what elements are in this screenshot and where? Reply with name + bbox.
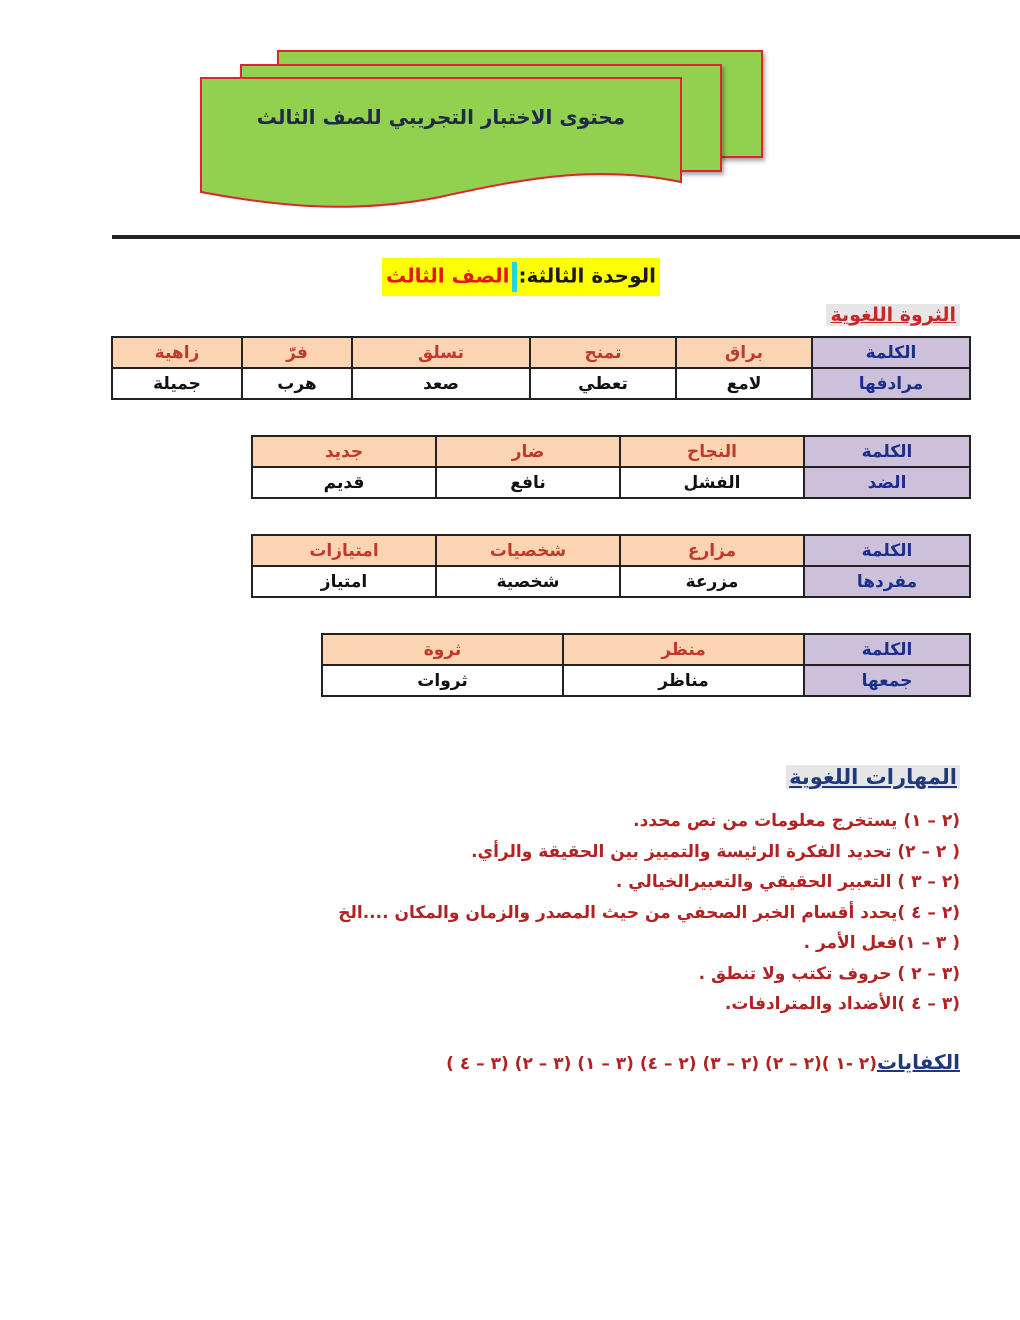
skills-title: المهارات اللغوية [786, 765, 960, 789]
table-row [252, 467, 970, 498]
word-cell: جديد [252, 436, 436, 467]
plural-table [321, 633, 971, 697]
label-cell: جمعها [804, 665, 970, 696]
skill-item: (٢ – ٤ )يحدد أقسام الخبر الصحفي من حيث المصدر والزمان والمكان ....الخ [338, 902, 960, 923]
label-cell: الكلمة [804, 535, 970, 566]
singular-table [251, 534, 971, 598]
synonyms-table [111, 336, 971, 400]
skill-item: ( ٢ – ٢) تحديد الفكرة الرئيسة والتمييز بين الحقيقة والرأي. [471, 841, 960, 862]
antonyms-table [251, 435, 971, 499]
competencies-title: الكفايات [876, 1050, 960, 1074]
word-cell: تمنح [530, 337, 676, 368]
skill-item: ( ٣ – ١)فعل الأمر . [803, 933, 960, 953]
skill-item: (٢ – ٣ ) التعبير الحقيقي والتعبيرالخيالي . [615, 872, 960, 892]
unit-grade: الصف الثالث [385, 263, 510, 288]
word-cell: براق [676, 337, 812, 368]
answer-cell: شخصية [436, 566, 620, 597]
banner-wave-shape [200, 77, 686, 209]
table-row [322, 665, 970, 696]
word-cell: شخصيات [436, 535, 620, 566]
answer-cell: صعد [352, 368, 530, 399]
answer-cell: مناظر [563, 665, 804, 696]
table-row [112, 337, 970, 368]
competencies-value: (٢ -١ )(٢ – ٢) (٢ – ٣) (٢ – ٤) (٣ – ١) (٣ – ٢) (٣ – ٤ ) [446, 1054, 877, 1074]
word-cell: تسلق [352, 337, 530, 368]
label-cell: الكلمة [804, 436, 970, 467]
answer-cell: الفشل [620, 467, 804, 498]
answer-cell: لامع [676, 368, 812, 399]
table-row [252, 535, 970, 566]
word-cell: النجاح [620, 436, 804, 467]
answer-cell: مزرعة [620, 566, 804, 597]
answer-cell: امتياز [252, 566, 436, 597]
horizontal-divider [112, 235, 1020, 239]
table-row [252, 436, 970, 467]
word-cell: مزارع [620, 535, 804, 566]
table-row [112, 368, 970, 399]
banner-title: محتوى الاختبار التجريبي للصف الثالث [256, 105, 626, 129]
word-cell: امتيازات [252, 535, 436, 566]
answer-cell: هرب [242, 368, 352, 399]
skills-list [260, 806, 960, 1020]
table-row [252, 566, 970, 597]
skill-item: (٢ – ١) يستخرج معلومات من نص محدد. [633, 811, 960, 831]
label-cell: مرادفها [812, 368, 970, 399]
banner-card-front [200, 77, 682, 207]
word-cell: زاهية [112, 337, 242, 368]
label-cell: الكلمة [812, 337, 970, 368]
answer-cell: ثروات [322, 665, 563, 696]
skill-item: (٣ – ٢ ) حروف تكتب ولا تنطق . [698, 963, 960, 984]
answer-cell: قديم [252, 467, 436, 498]
unit-heading [382, 258, 660, 296]
vocabulary-title: الثروة اللغوية [826, 304, 960, 326]
answer-cell: نافع [436, 467, 620, 498]
skill-item: (٣ – ٤ )الأضداد والمترادفات. [724, 994, 960, 1014]
competencies-line [446, 1050, 960, 1074]
label-cell: الكلمة [804, 634, 970, 665]
text-cursor-bar [512, 262, 517, 292]
label-cell: الضد [804, 467, 970, 498]
word-cell: ثروة [322, 634, 563, 665]
unit-label: الوحدة الثالثة: [518, 263, 656, 288]
label-cell: مفردها [804, 566, 970, 597]
answer-cell: جميلة [112, 368, 242, 399]
table-row [322, 634, 970, 665]
word-cell: ضار [436, 436, 620, 467]
word-cell: فرّ [242, 337, 352, 368]
answer-cell: تعطي [530, 368, 676, 399]
word-cell: منظر [563, 634, 804, 665]
